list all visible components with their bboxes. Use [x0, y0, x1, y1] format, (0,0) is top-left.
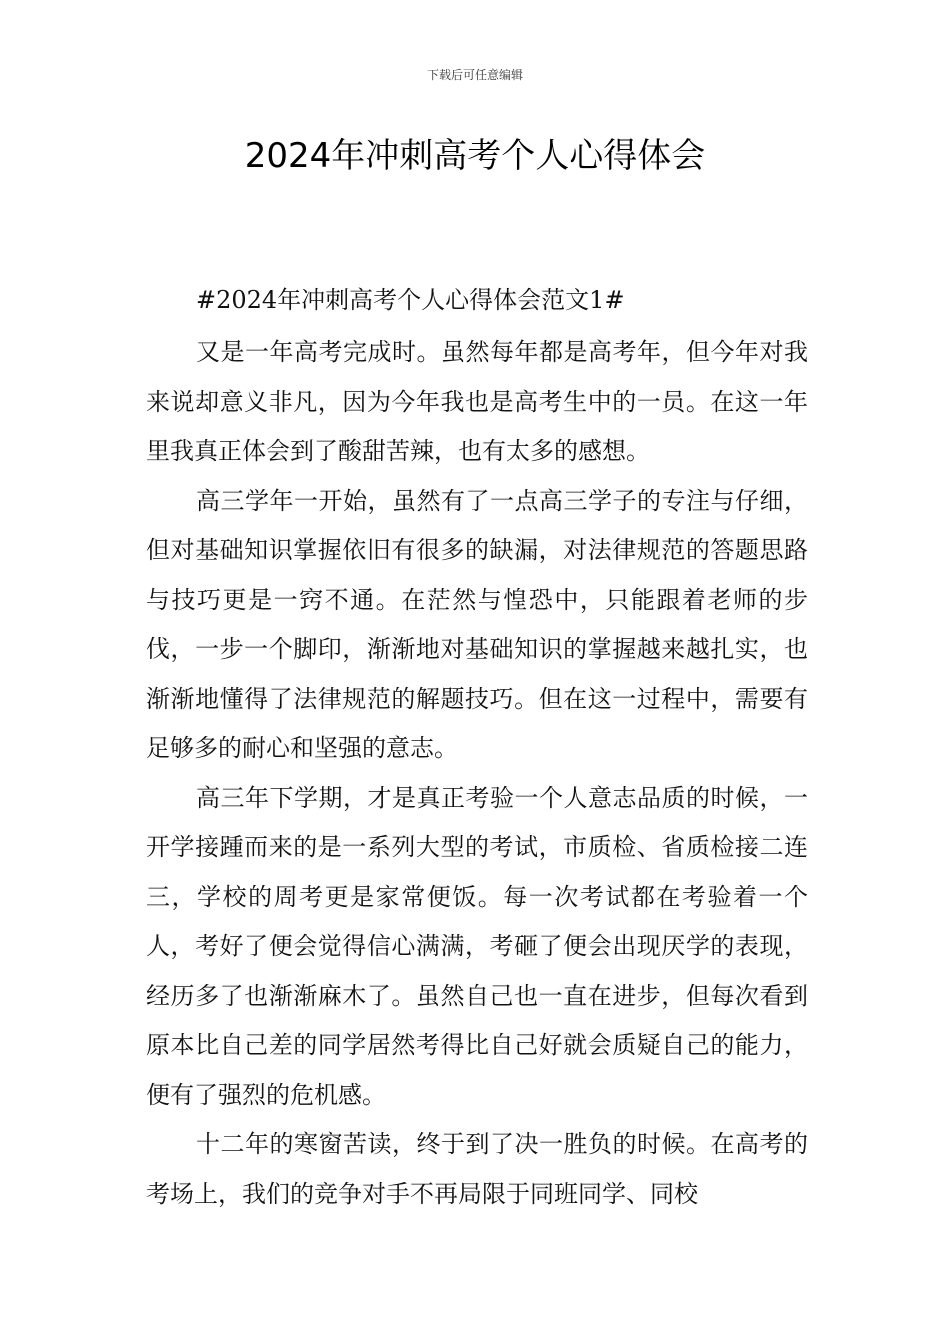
paragraph-1: 又是一年高考完成时。虽然每年都是高考年，但今年对我来说却意义非凡，因为今年我也是高考生中的一员。在这一年里我真正体会到了酸甜苦辣，也有太多的感想。 — [146, 338, 808, 465]
header-note: 下载后可任意编辑 — [426, 68, 523, 82]
section-heading: #2024年冲刺高考个人心得体会范文1# — [196, 286, 625, 314]
paragraph-2: 高三学年一开始，虽然有了一点高三学子的专注与仔细，但对基础知识掌握依旧有很多的缺漏，对法律规范的答题思路与技巧更是一窍不通。在茫然与惶恐中，只能跟着老师的步伐，一步一个脚印，渐渐地对基础知识的掌握越来越扎实，也渐渐地懂得了法律规范的解题技巧。但在这一过程中，需要有足够多的耐心和坚强的意志。 — [146, 486, 808, 762]
paragraph-4: 十二年的寒窗苦读，终于到了决一胜负的时候。在高考的考场上，我们的竞争对手不再局限于同班同学、同校 — [146, 1130, 808, 1208]
document-body — [146, 278, 808, 1219]
document-title: 2024年冲刺高考个人心得体会 — [244, 136, 706, 176]
paragraph-3: 高三年下学期，才是真正考验一个人意志品质的时候，一开学接踵而来的是一系列大型的考试，市质检、省质检接二连三，学校的周考更是家常便饭。每一次考试都在考验着一个人，考好了便会觉得信心满满，考砸了便会出现厌学的表现，经历多了也渐渐麻木了。虽然自己也一直在进步，但每次看到原本比自己差的同学居然考得比自己好就会质疑自己的能力，便有了强烈的危机感。 — [146, 783, 808, 1109]
